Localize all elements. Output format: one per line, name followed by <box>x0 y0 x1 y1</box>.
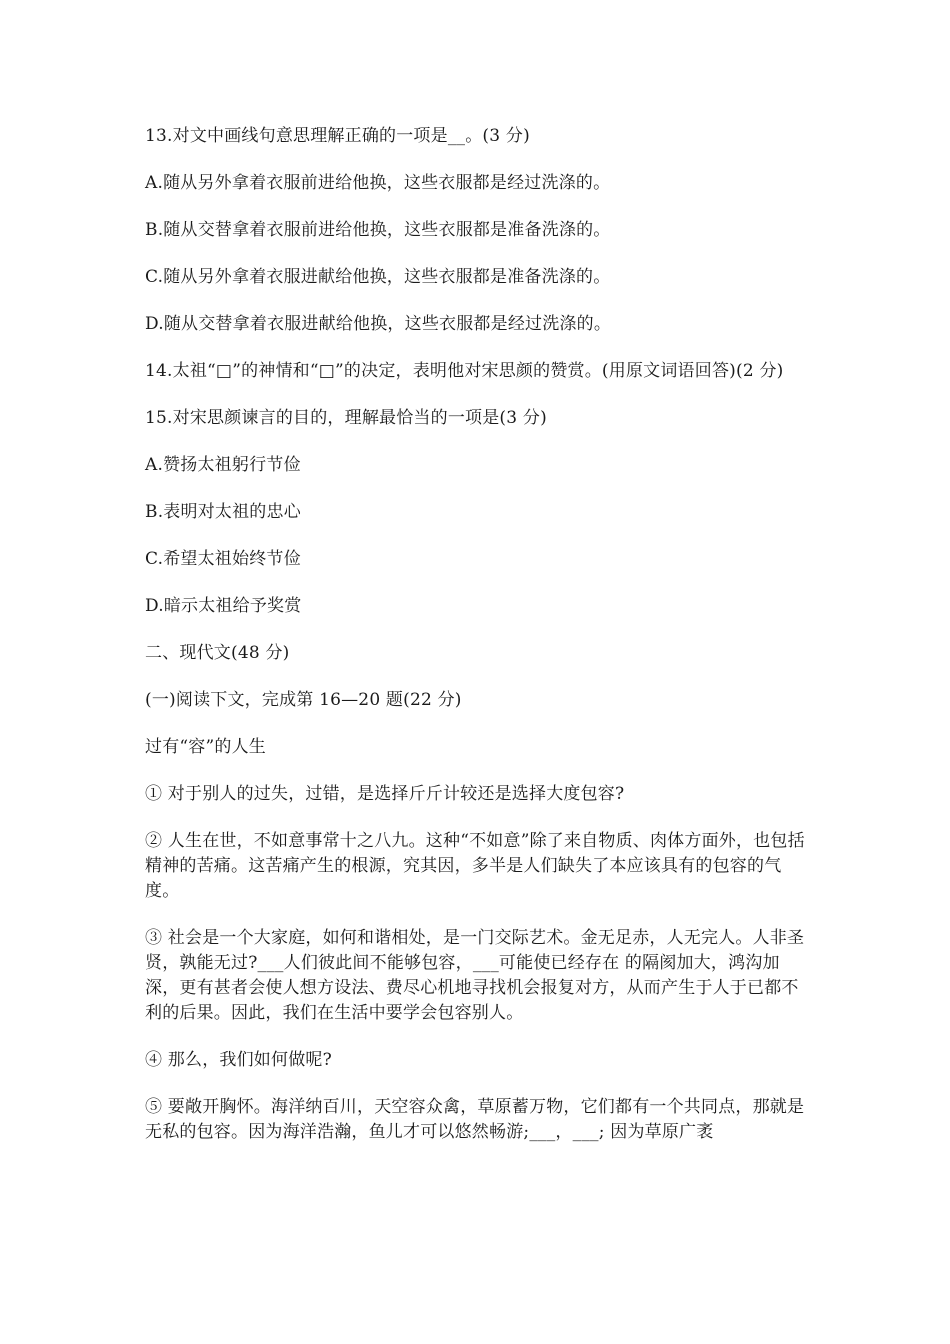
question-13: 13.对文中画线句意思理解正确的一项是__。(3 分) <box>145 126 530 146</box>
question-15: 15.对宋思颜谏言的目的，理解最恰当的一项是(3 分) <box>145 408 547 428</box>
option-15a: A.赞扬太祖躬行节俭 <box>145 455 301 475</box>
article-paragraph-5: ⑤ 要敞开胸怀。海洋纳百川，天空容众禽，草原蓄万物，它们都有一个共同点，那就是无私的包容。因为海洋浩瀚，鱼儿才可以悠然畅游;___，___; 因为草原广袤 <box>145 1097 805 1142</box>
question-14: 14.太祖“□”的神情和“□”的决定，表明他对宋思颜的赞赏。(用原文词语回答)(2 分) <box>145 361 784 381</box>
option-15b: B.表明对太祖的忠心 <box>145 502 301 522</box>
option-13c: C.随从另外拿着衣服进献给他换，这些衣服都是准备洗涤的。 <box>145 267 611 287</box>
option-13a: A.随从另外拿着衣服前进给他换，这些衣服都是经过洗涤的。 <box>145 173 611 193</box>
option-13d: D.随从交替拿着衣服进献给他换，这些衣服都是经过洗涤的。 <box>145 314 612 334</box>
article-paragraph-2: ② 人生在世，不如意事常十之八九。这种“不如意”除了来自物质、肉体方面外，也包括精神的苦痛。这苦痛产生的根源，究其因，多半是人们缺失了本应该具有的包容的气度。 <box>145 831 805 901</box>
article-paragraph-1: ① 对于别人的过失，过错，是选择斤斤计较还是选择大度包容? <box>145 784 625 804</box>
article-title: 过有“容”的人生 <box>145 737 266 757</box>
option-13b: B.随从交替拿着衣服前进给他换，这些衣服都是准备洗涤的。 <box>145 220 611 240</box>
document-page <box>145 124 813 1167</box>
option-15d: D.暗示太祖给予奖赏 <box>145 596 302 616</box>
section-heading: 二、现代文(48 分) <box>145 643 290 663</box>
article-paragraph-3: ③ 社会是一个大家庭，如何和谐相处，是一门交际艺术。金无足赤，人无完人。人非圣贤，孰能无过?___人们彼此间不能够包容，___可能使已经存在 的隔阂加大，鸿沟加深，更有甚者会使人想方设法、费尽心机地寻找机会报复对方，从而产生于人于已都不利的后果。因此，我们在生活中要学会包容别人。 <box>145 928 805 1023</box>
article-paragraph-4: ④ 那么，我们如何做呢? <box>145 1050 332 1070</box>
reading-instruction: (一)阅读下文，完成第 16—20 题(22 分) <box>145 690 462 710</box>
option-15c: C.希望太祖始终节俭 <box>145 549 301 569</box>
